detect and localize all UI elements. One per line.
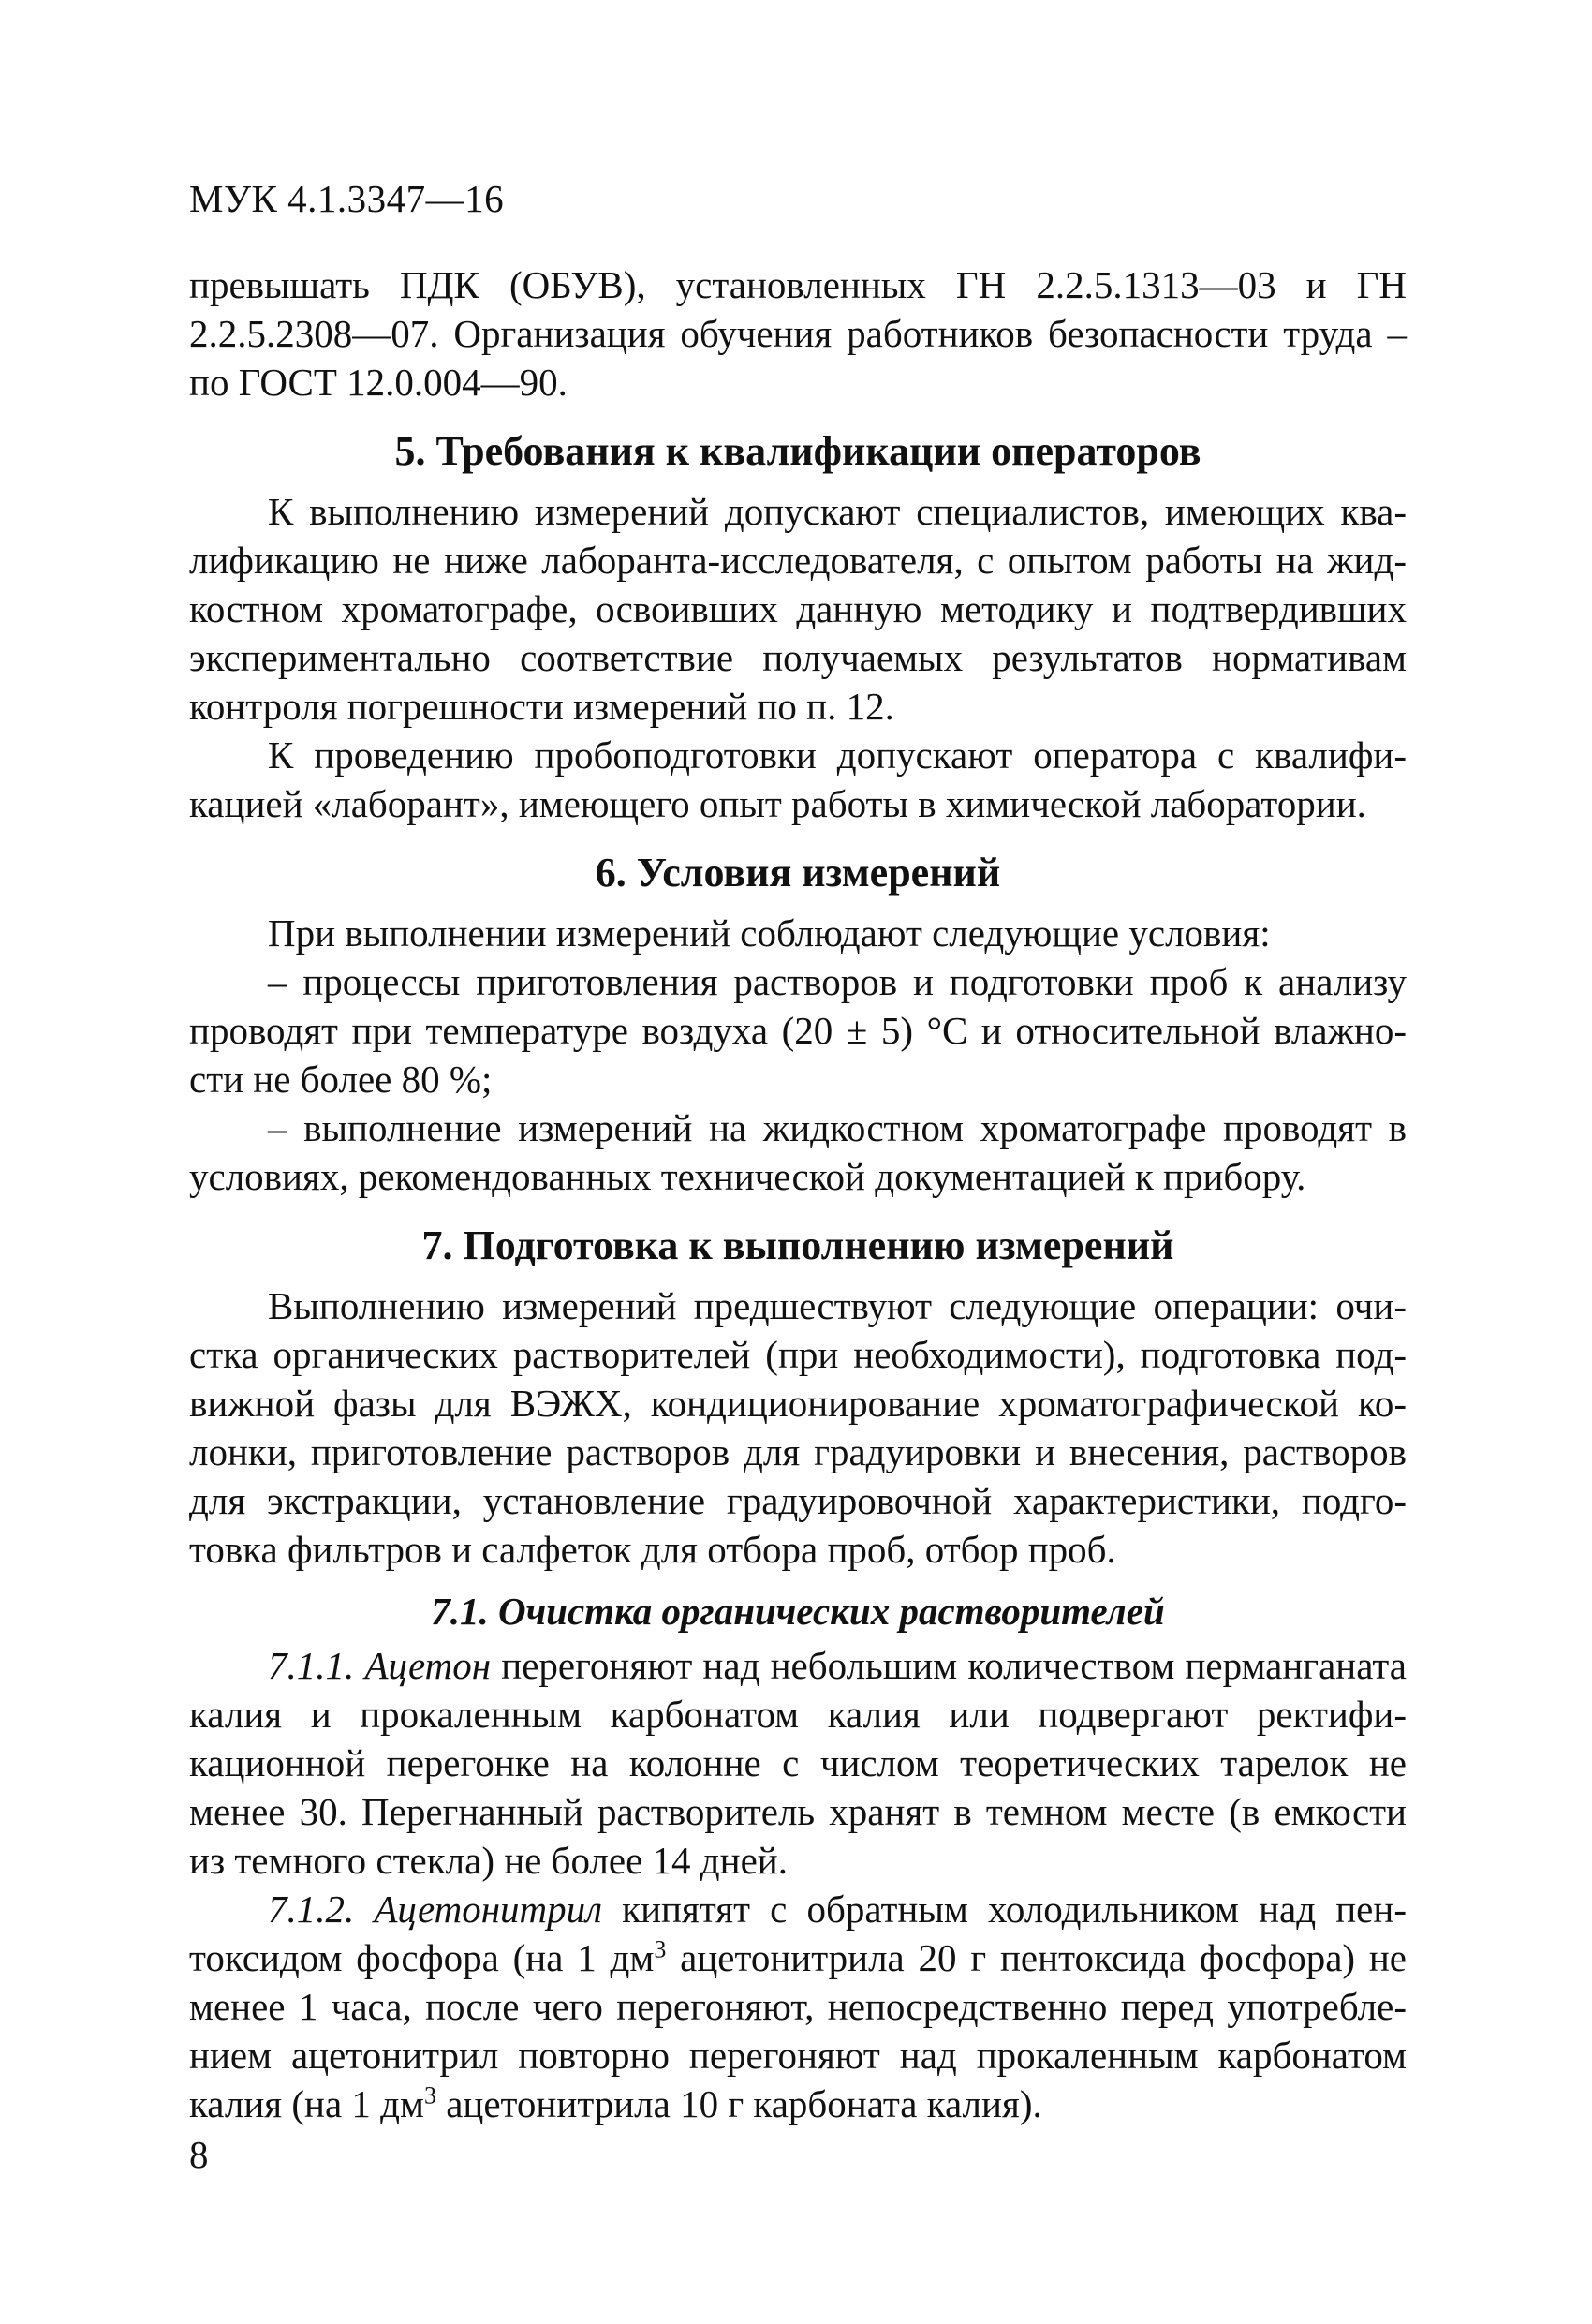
paragraph-7-1-1 (189, 1641, 1407, 1885)
paragraph-7-1-2-text-c: ацетонитрила 10 г карбоната калия). (435, 2082, 1042, 2125)
paragraph-7-1-2-text-b: ацетонитрила 20 г пентоксида фосфора) не менее 1 часа, после чего перегоняют, непосредственно перед употреблением ацетонитрил повторно перегоняют над прокаленным карбонатом калия (на 1 дм (189, 1936, 1407, 2125)
section-5-paragraph-1: К выполнению измерений допускают специалистов, имеющих квалификацию не ниже лаборанта-исследователя, с опытом работы на жидкостном хроматографе, освоивших данную методику и подтвердивших экспериментально соответствие получаемых результатов нормативам контроля погрешности измерений по п. 12. (189, 490, 1407, 728)
paragraph-7-1-2-text-a: кипятят с обратным холодильником над пентоксидом фосфора (на 1 дм (189, 1887, 1407, 1979)
section-6-paragraph-3: – выполнение измерений на жидкостном хроматографе проводят в условиях, рекомендованных технической документацией к прибору. (189, 1106, 1407, 1198)
section-6-title: 6. Условия измерений (595, 850, 1001, 896)
intro-paragraph: превышать ПДК (ОБУВ), установленных ГН 2.2.5.1313—03 и ГН 2.2.5.2308—07. Организация обучения работников безопасности труда – по ГОСТ 12.0.004—90. (189, 263, 1407, 404)
section-6-paragraph-2: – процессы приготовления растворов и подготовки проб к анализу проводят при температуре воздуха (20 ± 5) °С и относительной влажности не более 80 %; (189, 960, 1407, 1101)
superscript-3-first: 3 (654, 1935, 667, 1963)
paragraph-7-1-1-text: перегоняют над небольшим количеством перманганата калия и прокаленным карбонатом калия или подвергают ректификационной перегонке на колонне с числом теоретических тарелок не менее 30. Перегнанный растворитель хранят в темном месте (в емкости из темного стекла) не более 14 дней. (189, 1644, 1407, 1882)
section-6-paragraph-1: При выполнении измерений соблюдают следующие условия: (268, 911, 1271, 955)
section-7-paragraph-1: Выполнению измерений предшествуют следующие операции: очистка органических растворителей (при необходимости), подготовка подвижной фазы для ВЭЖХ, кондиционирование хроматографической колонки, приготовление растворов для градуировки и внесения, растворов для экстракции, установление градуировочной характеристики, подготовка фильтров и салфеток для отбора проб, отбор проб. (189, 1284, 1407, 1571)
page-number: 8 (189, 2133, 209, 2176)
subsection-7-1-title: 7.1. Очистка органических растворителей (431, 1590, 1165, 1633)
paragraph-7-1-2-label: 7.1.2. Ацетонитрил (268, 1887, 603, 1931)
section-5-paragraph-2: К проведению пробоподготовки допускают оператора с квалификацией «лаборант», имеющего опыт работы в химической лаборатории. (189, 733, 1407, 825)
section-7-title: 7. Подготовка к выполнению измерений (421, 1222, 1174, 1268)
document-body (189, 260, 1407, 2128)
section-5-title: 5. Требования к квалификации операторов (394, 428, 1201, 474)
document-header: МУК 4.1.3347—16 (189, 177, 505, 220)
paragraph-7-1-2 (189, 1885, 1407, 2128)
paragraph-7-1-1-label: 7.1.1. Ацетон (268, 1644, 492, 1687)
superscript-3-second: 3 (423, 2081, 436, 2109)
